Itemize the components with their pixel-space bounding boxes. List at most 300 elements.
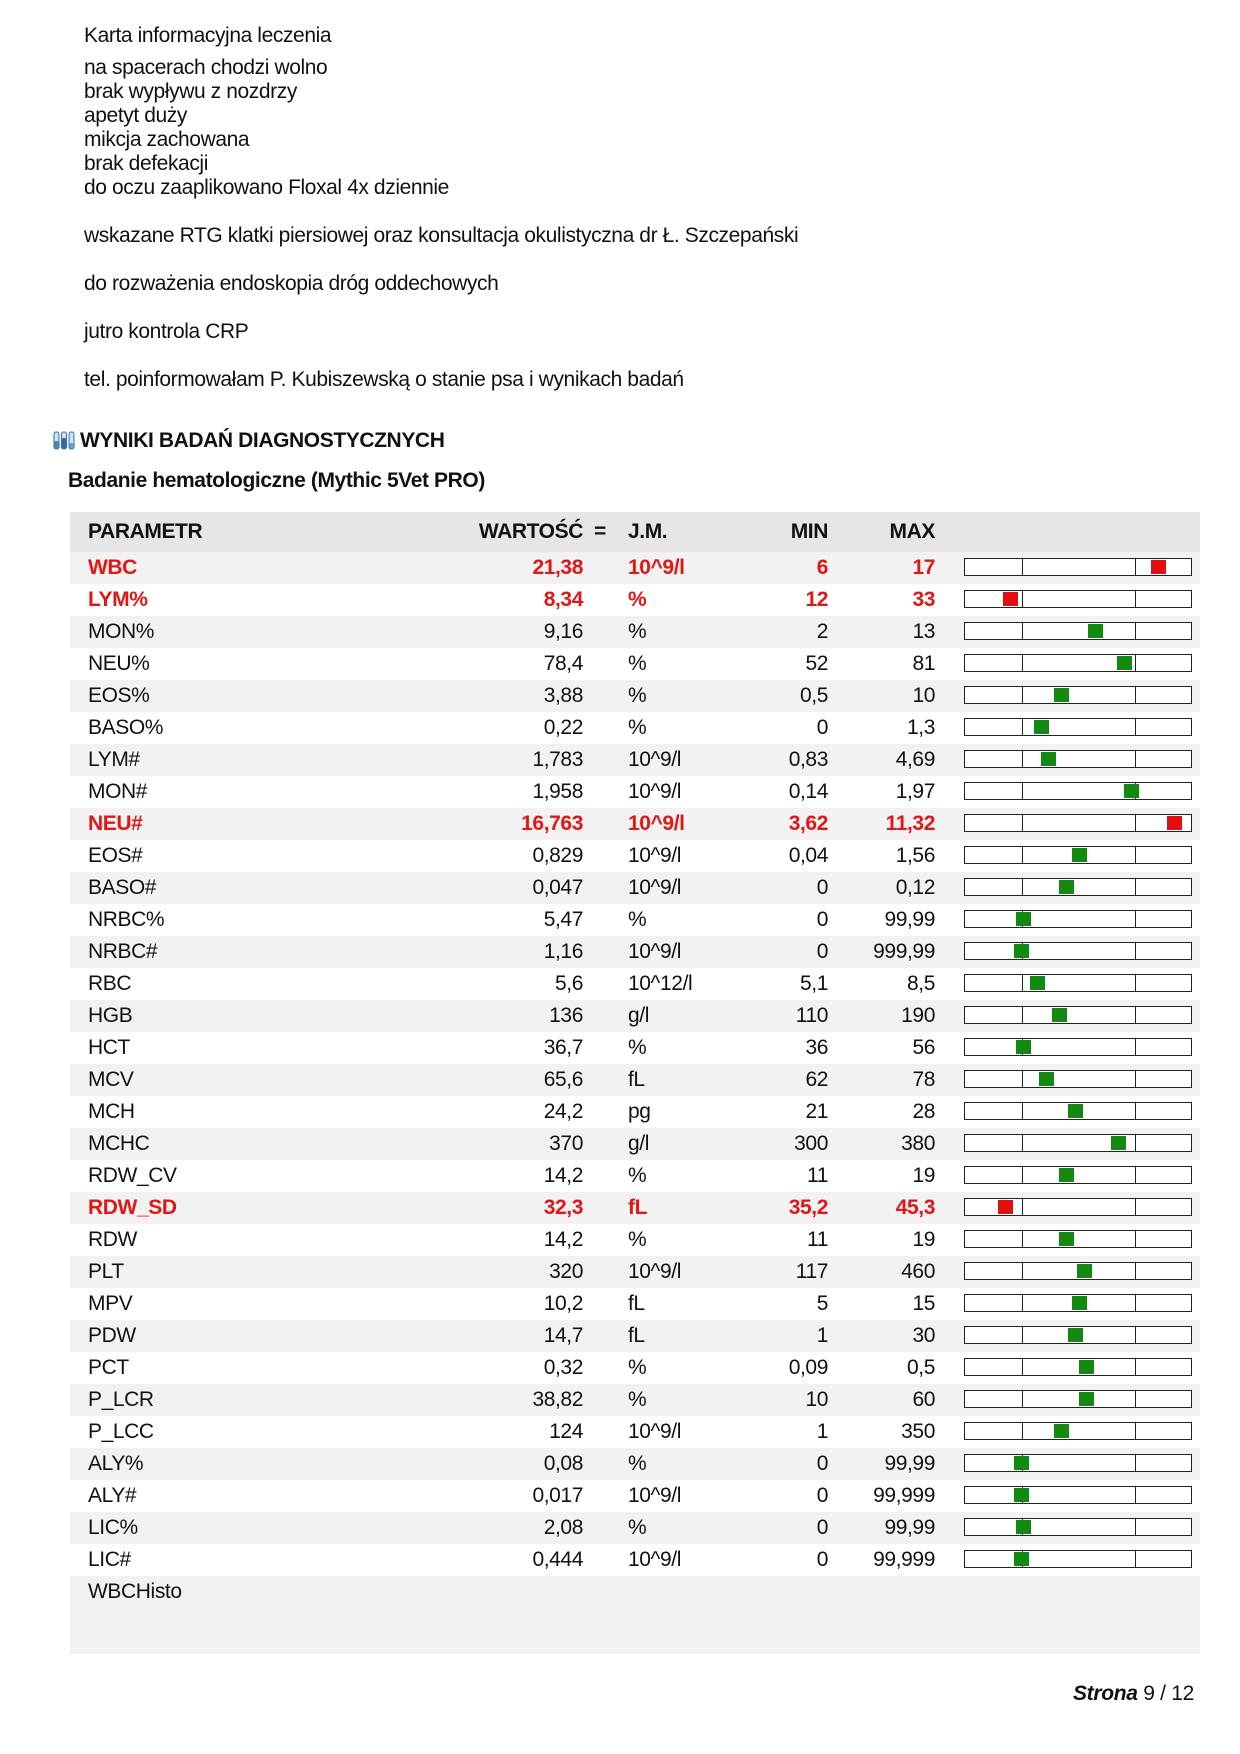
range-gauge bbox=[964, 686, 1192, 704]
gauge-marker bbox=[1054, 688, 1069, 702]
gauge-marker bbox=[1151, 560, 1166, 574]
range-gauge bbox=[964, 1262, 1192, 1280]
gauge-max-divider bbox=[1135, 1359, 1136, 1375]
gauge-max-divider bbox=[1135, 911, 1136, 927]
gauge-min-divider bbox=[1022, 687, 1023, 703]
gauge-max-divider bbox=[1135, 1455, 1136, 1471]
gauge-marker bbox=[1167, 816, 1182, 830]
max-cell: 28 bbox=[912, 1100, 935, 1123]
range-gauge bbox=[964, 782, 1192, 800]
min-cell: 5 bbox=[816, 1292, 828, 1315]
unit-cell: 10^9/l bbox=[628, 1484, 681, 1507]
gauge-max-divider bbox=[1135, 1551, 1136, 1567]
value-cell: 36,7 bbox=[543, 1036, 583, 1059]
table-row bbox=[70, 744, 1200, 776]
max-cell: 13 bbox=[912, 620, 935, 643]
gauge-max-divider bbox=[1135, 847, 1136, 863]
range-gauge bbox=[964, 1230, 1192, 1248]
max-cell: 45,3 bbox=[895, 1196, 935, 1219]
min-cell: 117 bbox=[795, 1260, 828, 1283]
value-cell: 5,6 bbox=[555, 972, 583, 995]
table-row bbox=[70, 616, 1200, 648]
param-cell: LIC# bbox=[88, 1548, 131, 1571]
gauge-marker bbox=[1077, 1264, 1092, 1278]
unit-cell: 10^9/l bbox=[628, 556, 685, 579]
min-cell: 11 bbox=[807, 1228, 828, 1251]
range-gauge bbox=[964, 1070, 1192, 1088]
gauge-min-divider bbox=[1022, 1135, 1023, 1151]
histogram-row bbox=[70, 1576, 1200, 1654]
treatment-notes bbox=[84, 24, 1084, 392]
param-cell: LYM# bbox=[88, 748, 140, 771]
notes-heading: Karta informacyjna leczenia bbox=[84, 24, 332, 47]
value-cell: 0,444 bbox=[532, 1548, 583, 1571]
unit-cell: % bbox=[628, 1164, 647, 1187]
value-cell: 0,017 bbox=[532, 1484, 583, 1507]
table-row bbox=[70, 904, 1200, 936]
gauge-marker bbox=[1072, 848, 1087, 862]
min-cell: 0 bbox=[816, 1516, 828, 1539]
unit-cell: 10^9/l bbox=[628, 812, 685, 835]
gauge-min-divider bbox=[1022, 1359, 1023, 1375]
note-line: brak defekacji bbox=[84, 152, 208, 175]
unit-cell: g/l bbox=[628, 1004, 649, 1027]
table-row bbox=[70, 1416, 1200, 1448]
value-cell: 16,763 bbox=[521, 812, 583, 835]
unit-cell: fL bbox=[628, 1196, 648, 1219]
table-row bbox=[70, 1192, 1200, 1224]
table-row bbox=[70, 1096, 1200, 1128]
range-gauge bbox=[964, 1454, 1192, 1472]
max-cell: 17 bbox=[912, 556, 935, 579]
gauge-marker bbox=[1041, 752, 1056, 766]
gauge-marker bbox=[1072, 1296, 1087, 1310]
value-cell: 3,88 bbox=[543, 684, 583, 707]
param-cell: P_LCR bbox=[88, 1388, 154, 1411]
unit-cell: 10^9/l bbox=[628, 1548, 681, 1571]
min-cell: 5,1 bbox=[800, 972, 828, 995]
unit-cell: g/l bbox=[628, 1132, 649, 1155]
value-cell: 370 bbox=[549, 1132, 583, 1155]
gauge-marker bbox=[1068, 1104, 1083, 1118]
unit-cell: % bbox=[628, 1516, 647, 1539]
param-cell: MON# bbox=[88, 780, 148, 803]
range-gauge bbox=[964, 750, 1192, 768]
param-cell: ALY% bbox=[88, 1452, 144, 1475]
section-header bbox=[52, 425, 444, 457]
value-cell: 320 bbox=[549, 1260, 583, 1283]
range-gauge bbox=[964, 814, 1192, 832]
range-gauge bbox=[964, 878, 1192, 896]
gauge-min-divider bbox=[1022, 1071, 1023, 1087]
min-cell: 0 bbox=[816, 716, 828, 739]
min-cell: 21 bbox=[805, 1100, 828, 1123]
gauge-marker bbox=[998, 1200, 1013, 1214]
unit-cell: 10^9/l bbox=[628, 844, 681, 867]
gauge-marker bbox=[1014, 1552, 1029, 1566]
table-row bbox=[70, 1448, 1200, 1480]
unit-cell: % bbox=[628, 1452, 647, 1475]
gauge-max-divider bbox=[1135, 1071, 1136, 1087]
max-cell: 999,99 bbox=[873, 940, 935, 963]
gauge-max-divider bbox=[1135, 879, 1136, 895]
table-row bbox=[70, 936, 1200, 968]
gauge-marker bbox=[1003, 592, 1018, 606]
param-cell: EOS# bbox=[88, 844, 143, 867]
gauge-marker bbox=[1059, 1168, 1074, 1182]
max-cell: 460 bbox=[901, 1260, 935, 1283]
gauge-max-divider bbox=[1135, 1487, 1136, 1503]
gauge-marker bbox=[1014, 1488, 1029, 1502]
header-value: WARTOŚĆ bbox=[478, 520, 583, 543]
gauge-marker bbox=[1034, 720, 1049, 734]
value-cell: 32,3 bbox=[543, 1196, 583, 1219]
range-gauge bbox=[964, 1550, 1192, 1568]
min-cell: 2 bbox=[816, 620, 828, 643]
unit-cell: 10^9/l bbox=[628, 1420, 681, 1443]
table-row bbox=[70, 1128, 1200, 1160]
note-line: mikcja zachowana bbox=[84, 128, 250, 151]
page-label: Strona bbox=[1072, 1682, 1138, 1705]
range-gauge bbox=[964, 558, 1192, 576]
section-title: WYNIKI BADAŃ DIAGNOSTYCZNYCH bbox=[80, 429, 445, 452]
gauge-max-divider bbox=[1135, 975, 1136, 991]
unit-cell: 10^9/l bbox=[628, 1260, 681, 1283]
results-table bbox=[70, 512, 1200, 1654]
range-gauge bbox=[964, 1486, 1192, 1504]
min-cell: 6 bbox=[816, 556, 828, 579]
range-gauge bbox=[964, 974, 1192, 992]
range-gauge bbox=[964, 1422, 1192, 1440]
gauge-max-divider bbox=[1135, 1231, 1136, 1247]
gauge-max-divider bbox=[1135, 591, 1136, 607]
min-cell: 0,09 bbox=[788, 1356, 828, 1379]
max-cell: 99,999 bbox=[873, 1484, 935, 1507]
table-row bbox=[70, 1256, 1200, 1288]
gauge-max-divider bbox=[1135, 1135, 1136, 1151]
min-cell: 52 bbox=[805, 652, 828, 675]
table-row bbox=[70, 648, 1200, 680]
gauge-min-divider bbox=[1022, 655, 1023, 671]
header-eq: = bbox=[594, 520, 606, 543]
max-cell: 4,69 bbox=[895, 748, 935, 771]
value-cell: 0,22 bbox=[543, 716, 583, 739]
gauge-max-divider bbox=[1135, 1103, 1136, 1119]
value-cell: 24,2 bbox=[543, 1100, 583, 1123]
gauge-max-divider bbox=[1135, 623, 1136, 639]
gauge-marker bbox=[1079, 1360, 1094, 1374]
param-cell: HCT bbox=[88, 1036, 130, 1059]
range-gauge bbox=[964, 910, 1192, 928]
range-gauge bbox=[964, 1038, 1192, 1056]
value-cell: 124 bbox=[549, 1420, 583, 1443]
gauge-min-divider bbox=[1022, 559, 1023, 575]
unit-cell: % bbox=[628, 1036, 647, 1059]
max-cell: 1,97 bbox=[895, 780, 935, 803]
gauge-min-divider bbox=[1022, 1167, 1023, 1183]
param-cell: MON% bbox=[88, 620, 155, 643]
table-row bbox=[70, 808, 1200, 840]
max-cell: 10 bbox=[912, 684, 935, 707]
gauge-marker bbox=[1030, 976, 1045, 990]
max-cell: 81 bbox=[912, 652, 935, 675]
value-cell: 65,6 bbox=[543, 1068, 583, 1091]
header-param: PARAMETR bbox=[88, 520, 203, 543]
note-line: brak wypływu z nozdrzy bbox=[84, 80, 297, 103]
unit-cell: 10^12/l bbox=[628, 972, 693, 995]
param-cell: EOS% bbox=[88, 684, 150, 707]
param-cell: NRBC% bbox=[88, 908, 165, 931]
gauge-min-divider bbox=[1022, 1007, 1023, 1023]
value-cell: 2,08 bbox=[543, 1516, 583, 1539]
range-gauge bbox=[964, 654, 1192, 672]
min-cell: 0,83 bbox=[788, 748, 828, 771]
gauge-marker bbox=[1054, 1424, 1069, 1438]
param-cell: HGB bbox=[88, 1004, 133, 1027]
gauge-min-divider bbox=[1022, 847, 1023, 863]
page-separator: / bbox=[1160, 1682, 1166, 1705]
unit-cell: 10^9/l bbox=[628, 748, 681, 771]
header-max: MAX bbox=[889, 520, 935, 543]
unit-cell: fL bbox=[628, 1292, 645, 1315]
min-cell: 1 bbox=[816, 1324, 828, 1347]
value-cell: 136 bbox=[549, 1004, 583, 1027]
min-cell: 0 bbox=[816, 908, 828, 931]
page-number: 9 bbox=[1143, 1682, 1155, 1705]
test-name: Badanie hematologiczne (Mythic 5Vet PRO) bbox=[68, 469, 485, 492]
table-row bbox=[70, 680, 1200, 712]
value-cell: 21,38 bbox=[532, 556, 583, 579]
range-gauge bbox=[964, 1102, 1192, 1120]
range-gauge bbox=[964, 846, 1192, 864]
min-cell: 0 bbox=[816, 940, 828, 963]
gauge-max-divider bbox=[1135, 1391, 1136, 1407]
param-cell: WBC bbox=[88, 556, 137, 579]
unit-cell: % bbox=[628, 1228, 647, 1251]
value-cell: 9,16 bbox=[543, 620, 583, 643]
max-cell: 8,5 bbox=[907, 972, 935, 995]
gauge-min-divider bbox=[1022, 591, 1023, 607]
gauge-min-divider bbox=[1022, 1103, 1023, 1119]
value-cell: 0,08 bbox=[543, 1452, 583, 1475]
unit-cell: 10^9/l bbox=[628, 940, 681, 963]
unit-cell: % bbox=[628, 652, 647, 675]
table-row bbox=[70, 872, 1200, 904]
param-cell: MCV bbox=[88, 1068, 134, 1091]
gauge-min-divider bbox=[1022, 975, 1023, 991]
header-unit: J.M. bbox=[628, 520, 668, 543]
table-body bbox=[70, 552, 1200, 1576]
range-gauge bbox=[964, 1358, 1192, 1376]
table-row bbox=[70, 1000, 1200, 1032]
unit-cell: fL bbox=[628, 1324, 645, 1347]
value-cell: 14,2 bbox=[543, 1228, 583, 1251]
gauge-min-divider bbox=[1022, 1295, 1023, 1311]
unit-cell: % bbox=[628, 620, 647, 643]
gauge-max-divider bbox=[1135, 1327, 1136, 1343]
max-cell: 0,12 bbox=[895, 876, 935, 899]
table-row bbox=[70, 584, 1200, 616]
table-row bbox=[70, 1384, 1200, 1416]
unit-cell: pg bbox=[628, 1100, 651, 1123]
gauge-max-divider bbox=[1135, 1423, 1136, 1439]
gauge-marker bbox=[1111, 1136, 1126, 1150]
min-cell: 0,04 bbox=[788, 844, 828, 867]
max-cell: 19 bbox=[912, 1228, 935, 1251]
max-cell: 60 bbox=[912, 1388, 935, 1411]
value-cell: 8,34 bbox=[543, 588, 583, 611]
param-cell: MCH bbox=[88, 1100, 135, 1123]
param-cell: PLT bbox=[88, 1260, 124, 1283]
param-cell: ALY# bbox=[88, 1484, 137, 1507]
note-line: do oczu zaaplikowano Floxal 4x dziennie bbox=[84, 176, 449, 199]
table-row bbox=[70, 776, 1200, 808]
unit-cell: % bbox=[628, 716, 647, 739]
param-cell: P_LCC bbox=[88, 1420, 154, 1443]
gauge-min-divider bbox=[1022, 783, 1023, 799]
range-gauge bbox=[964, 1294, 1192, 1312]
min-cell: 12 bbox=[805, 588, 828, 611]
value-cell: 1,958 bbox=[532, 780, 583, 803]
max-cell: 99,999 bbox=[873, 1548, 935, 1571]
max-cell: 1,3 bbox=[907, 716, 935, 739]
table-row bbox=[70, 712, 1200, 744]
note-line: apetyt duży bbox=[84, 104, 187, 127]
page-footer bbox=[1073, 1682, 1194, 1706]
gauge-max-divider bbox=[1135, 815, 1136, 831]
param-cell: PDW bbox=[88, 1324, 136, 1347]
unit-cell: % bbox=[628, 588, 647, 611]
param-cell: LIC% bbox=[88, 1516, 138, 1539]
value-cell: 14,2 bbox=[543, 1164, 583, 1187]
value-cell: 38,82 bbox=[532, 1388, 583, 1411]
note-rtg: wskazane RTG klatki piersiowej oraz konsultacja okulistyczna dr Ł. Szczepański bbox=[84, 224, 799, 247]
value-cell: 5,47 bbox=[543, 908, 583, 931]
table-row bbox=[70, 840, 1200, 872]
gauge-marker bbox=[1059, 1232, 1074, 1246]
gauge-marker bbox=[1052, 1008, 1067, 1022]
note-crp: jutro kontrola CRP bbox=[84, 320, 249, 343]
min-cell: 62 bbox=[805, 1068, 828, 1091]
gauge-max-divider bbox=[1135, 1007, 1136, 1023]
max-cell: 11,32 bbox=[885, 812, 935, 835]
min-cell: 0 bbox=[816, 1484, 828, 1507]
page-total: 12 bbox=[1171, 1682, 1194, 1705]
range-gauge bbox=[964, 1134, 1192, 1152]
table-row bbox=[70, 968, 1200, 1000]
max-cell: 19 bbox=[912, 1164, 935, 1187]
min-cell: 11 bbox=[807, 1164, 828, 1187]
value-cell: 78,4 bbox=[543, 652, 583, 675]
table-row bbox=[70, 552, 1200, 584]
unit-cell: % bbox=[628, 1388, 647, 1411]
param-cell: RDW_CV bbox=[88, 1164, 177, 1187]
value-cell: 1,783 bbox=[532, 748, 583, 771]
range-gauge bbox=[964, 622, 1192, 640]
max-cell: 78 bbox=[912, 1068, 935, 1091]
unit-cell: 10^9/l bbox=[628, 876, 681, 899]
histogram-label: WBCHisto bbox=[88, 1580, 182, 1603]
param-cell: NRBC# bbox=[88, 940, 158, 963]
range-gauge bbox=[964, 1390, 1192, 1408]
gauge-max-divider bbox=[1135, 719, 1136, 735]
table-row bbox=[70, 1480, 1200, 1512]
max-cell: 56 bbox=[912, 1036, 935, 1059]
gauge-min-divider bbox=[1022, 751, 1023, 767]
unit-cell: 10^9/l bbox=[628, 780, 681, 803]
gauge-max-divider bbox=[1135, 1263, 1136, 1279]
min-cell: 35,2 bbox=[788, 1196, 828, 1219]
gauge-min-divider bbox=[1022, 879, 1023, 895]
gauge-min-divider bbox=[1022, 1327, 1023, 1343]
table-row bbox=[70, 1160, 1200, 1192]
note-line: na spacerach chodzi wolno bbox=[84, 56, 328, 79]
param-cell: RBC bbox=[88, 972, 132, 995]
gauge-max-divider bbox=[1135, 1519, 1136, 1535]
gauge-marker bbox=[1079, 1392, 1094, 1406]
unit-cell: % bbox=[628, 684, 647, 707]
table-row bbox=[70, 1320, 1200, 1352]
gauge-max-divider bbox=[1135, 655, 1136, 671]
param-cell: MCHC bbox=[88, 1132, 150, 1155]
unit-cell: fL bbox=[628, 1068, 645, 1091]
param-cell: BASO% bbox=[88, 716, 164, 739]
value-cell: 0,32 bbox=[543, 1356, 583, 1379]
gauge-min-divider bbox=[1022, 1263, 1023, 1279]
gauge-min-divider bbox=[1022, 719, 1023, 735]
max-cell: 33 bbox=[912, 588, 935, 611]
max-cell: 350 bbox=[901, 1420, 935, 1443]
gauge-max-divider bbox=[1135, 1295, 1136, 1311]
param-cell: BASO# bbox=[88, 876, 157, 899]
gauge-marker bbox=[1039, 1072, 1054, 1086]
max-cell: 30 bbox=[912, 1324, 935, 1347]
table-header bbox=[70, 512, 1200, 552]
table-row bbox=[70, 1064, 1200, 1096]
range-gauge bbox=[964, 942, 1192, 960]
min-cell: 0 bbox=[816, 1452, 828, 1475]
gauge-max-divider bbox=[1135, 943, 1136, 959]
min-cell: 0 bbox=[816, 876, 828, 899]
min-cell: 10 bbox=[805, 1388, 828, 1411]
max-cell: 190 bbox=[901, 1004, 935, 1027]
max-cell: 99,99 bbox=[884, 1452, 935, 1475]
range-gauge bbox=[964, 1166, 1192, 1184]
header-min: MIN bbox=[790, 520, 828, 543]
gauge-min-divider bbox=[1022, 815, 1023, 831]
value-cell: 0,829 bbox=[532, 844, 583, 867]
min-cell: 300 bbox=[794, 1132, 828, 1155]
gauge-marker bbox=[1014, 1456, 1029, 1470]
note-phone: tel. poinformowałam P. Kubiszewską o stanie psa i wynikach badań bbox=[84, 368, 684, 391]
value-cell: 0,047 bbox=[532, 876, 583, 899]
table-row bbox=[70, 1288, 1200, 1320]
gauge-max-divider bbox=[1135, 1039, 1136, 1055]
max-cell: 15 bbox=[912, 1292, 935, 1315]
param-cell: MPV bbox=[88, 1292, 133, 1315]
gauge-marker bbox=[1068, 1328, 1083, 1342]
range-gauge bbox=[964, 1006, 1192, 1024]
table-row bbox=[70, 1224, 1200, 1256]
max-cell: 99,99 bbox=[884, 1516, 935, 1539]
range-gauge bbox=[964, 1198, 1192, 1216]
param-cell: NEU# bbox=[88, 812, 143, 835]
min-cell: 0 bbox=[816, 1548, 828, 1571]
table-row bbox=[70, 1512, 1200, 1544]
max-cell: 0,5 bbox=[907, 1356, 935, 1379]
table-row bbox=[70, 1032, 1200, 1064]
value-cell: 10,2 bbox=[543, 1292, 583, 1315]
